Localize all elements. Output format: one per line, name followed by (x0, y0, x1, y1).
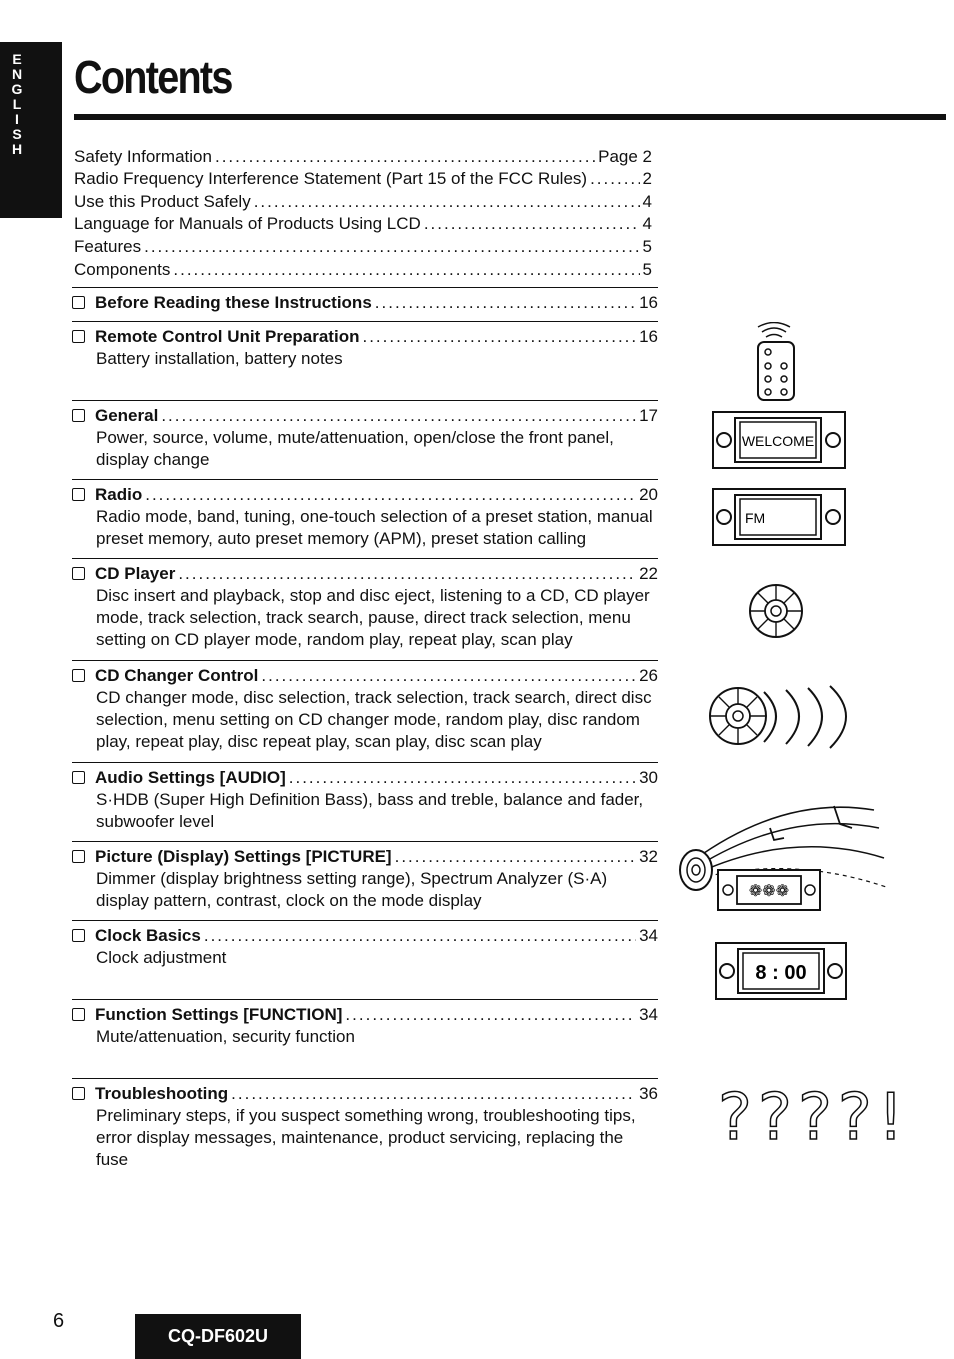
checkbox-icon (72, 850, 85, 863)
page-number: 6 (53, 1310, 65, 1332)
model-number: CQ-DF602U (135, 1314, 301, 1359)
toc-row-page: 4 (642, 192, 652, 211)
toc-section[interactable] (72, 479, 658, 550)
toc-row[interactable] (74, 168, 652, 190)
section-page: 32 (639, 847, 658, 866)
fm-display-icon (711, 487, 851, 549)
audio-speaker-icon (674, 800, 904, 915)
section-description: Dimmer (display brightness setting range), Spectrum Analyzer (S·A) display pattern, contrast, clock on the mode display (96, 869, 608, 910)
fm-text: FM (745, 510, 766, 526)
checkbox-icon (72, 296, 85, 309)
toc-row[interactable] (74, 236, 652, 258)
toc-row-page: 5 (642, 237, 652, 256)
toc-row[interactable] (74, 191, 652, 213)
section-title: Picture (Display) Settings [PICTURE] (95, 847, 392, 866)
toc-row[interactable] (74, 213, 652, 235)
toc-row-page: Page 2 (598, 147, 652, 166)
section-page: 36 (639, 1084, 658, 1103)
toc-row-label: Language for Manuals of Products Using LCD (74, 214, 421, 233)
section-title: General (95, 406, 159, 425)
svg-text:❁❁❁: ❁❁❁ (748, 881, 790, 900)
language-letter: N (11, 66, 23, 82)
section-page: 30 (639, 768, 658, 787)
checkbox-icon (72, 669, 85, 682)
remote-control-icon (748, 322, 808, 404)
section-description: S·HDB (Super High Definition Bass), bass and treble, balance and fader, subwoofer level (96, 790, 644, 831)
checkbox-icon (72, 929, 85, 942)
cd-changer-icon (706, 680, 866, 750)
language-letter: I (15, 111, 19, 127)
section-description: Power, source, volume, mute/attenuation, open/close the front panel, display change (96, 428, 614, 469)
welcome-display-icon (711, 410, 851, 472)
section-page: 16 (639, 293, 658, 312)
toc-section[interactable] (72, 321, 658, 370)
language-tab (0, 42, 62, 218)
language-letter: L (12, 96, 22, 112)
toc-section[interactable] (72, 999, 658, 1048)
section-title: Clock Basics (95, 926, 201, 945)
section-description: Mute/attenuation, security function (96, 1027, 355, 1046)
section-description: Radio mode, band, tuning, one-touch selection of a preset station, manual preset memory, auto preset memory (APM), preset station calling (96, 507, 653, 548)
section-title: Function Settings [FUNCTION] (95, 1005, 343, 1024)
section-description: Battery installation, battery notes (96, 349, 343, 368)
section-title: CD Player (95, 564, 176, 583)
checkbox-icon (72, 1008, 85, 1021)
section-page: 34 (639, 1005, 658, 1024)
toc-row-label: Features (74, 237, 142, 256)
language-letter: S (12, 126, 22, 142)
toc-row-page: 4 (642, 214, 652, 233)
checkbox-icon (72, 488, 85, 501)
toc-row[interactable] (74, 259, 652, 281)
clock-display-icon (714, 941, 850, 1003)
language-letter: H (11, 141, 23, 157)
title-divider (74, 114, 946, 120)
toc-section[interactable] (72, 558, 658, 651)
language-letter: E (12, 51, 22, 67)
language-letter: G (11, 81, 23, 97)
section-title: Audio Settings [AUDIO] (95, 768, 286, 787)
toc-section[interactable] (72, 287, 658, 314)
toc-row-label: Use this Product Safely (74, 192, 251, 211)
section-description: CD changer mode, disc selection, track selection, track search, direct disc selection, menu setting on CD changer mode, random play, disc random play, repeat play, disc repeat play, scan play, disc scan play (96, 688, 652, 751)
toc-row-page: 5 (642, 260, 652, 279)
section-page: 16 (639, 327, 658, 346)
section-page: 20 (639, 485, 658, 504)
checkbox-icon (72, 1087, 85, 1100)
checkbox-icon (72, 567, 85, 580)
toc-section[interactable] (72, 660, 658, 753)
section-description: Preliminary steps, if you suspect something wrong, troubleshooting tips, error display messages, maintenance, product servicing, replacing the fuse (96, 1106, 636, 1169)
section-title: Before Reading these Instructions (95, 293, 372, 312)
section-title: Troubleshooting (95, 1084, 229, 1103)
troubleshooting-question-marks: ????! (718, 1081, 910, 1155)
checkbox-icon (72, 771, 85, 784)
section-title: CD Changer Control (95, 666, 259, 685)
toc-row-page: 2 (642, 169, 652, 188)
checkbox-icon (72, 330, 85, 343)
clock-text: 8 : 00 (755, 962, 807, 984)
toc-section[interactable] (72, 1078, 658, 1171)
toc-row-label: Radio Frequency Interference Statement (Part 15 of the FCC Rules) (74, 169, 588, 188)
welcome-text: WELCOME (741, 433, 815, 449)
section-page: 17 (639, 406, 658, 425)
page-title: Contents (74, 51, 232, 103)
checkbox-icon (72, 409, 85, 422)
section-page: 26 (639, 666, 658, 685)
toc-row-label: Components (74, 260, 171, 279)
toc-section[interactable] (72, 762, 658, 833)
section-title: Remote Control Unit Preparation (95, 327, 360, 346)
section-description: Disc insert and playback, stop and disc eject, listening to a CD, CD player mode, track selection, track search, pause, direct track selection, menu setting on CD player mode, random play, repeat play, scan play (96, 586, 650, 649)
section-page: 22 (639, 564, 658, 583)
toc-row-label: Safety Information (74, 147, 212, 166)
cd-disc-icon (746, 581, 806, 641)
toc-section[interactable] (72, 841, 658, 912)
section-title: Radio (95, 485, 143, 504)
section-page: 34 (639, 926, 658, 945)
section-description: Clock adjustment (96, 948, 227, 967)
toc-row[interactable] (74, 146, 652, 168)
toc-section[interactable] (72, 920, 658, 969)
toc-section[interactable] (72, 400, 658, 471)
